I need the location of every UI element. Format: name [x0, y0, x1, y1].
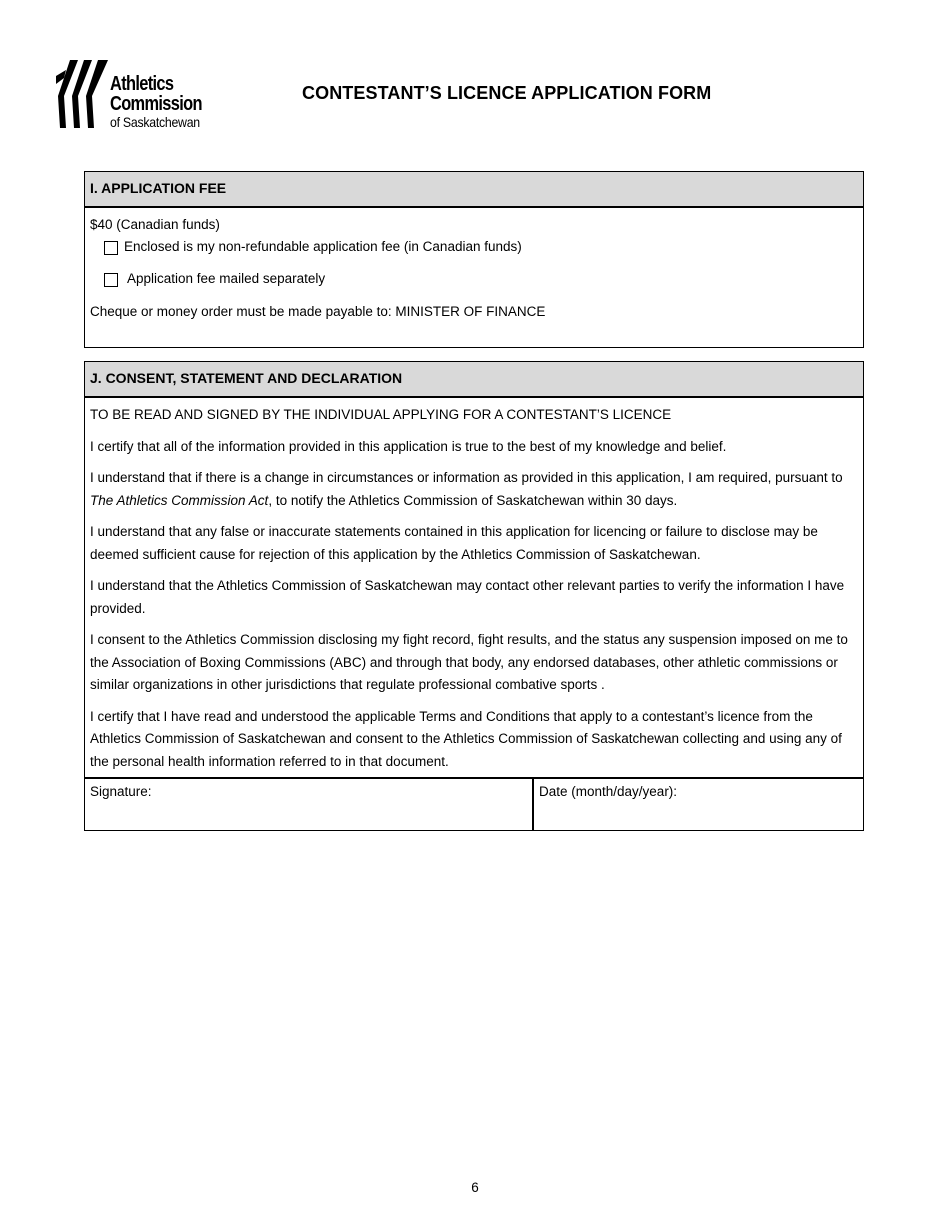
- application-fee-section: [84, 171, 864, 348]
- enclosed-fee-label: Enclosed is my non-refundable application fee (in Canadian funds): [124, 239, 522, 255]
- stripes-logo-icon: [56, 58, 110, 132]
- mailed-fee-label: Application fee mailed separately: [127, 271, 326, 287]
- date-field[interactable]: [534, 779, 863, 830]
- page-title: CONTESTANT’S LICENCE APPLICATION FORM: [302, 83, 712, 103]
- consent-paragraph-1: I certify that all of the information provided in this application is true to the best of my knowledge and belief.: [90, 438, 727, 454]
- logo-text-line3: of Saskatchewan: [110, 114, 200, 130]
- mailed-fee-option[interactable]: [104, 269, 858, 291]
- cheque-note: Cheque or money order must be made payable to: MINISTER OF FINANCE: [90, 303, 546, 319]
- commission-logo: [56, 58, 231, 132]
- consent-paragraph-4: I understand that the Athletics Commission of Saskatchewan may contact other relevant parties to verify the information I have provided.: [90, 578, 845, 616]
- application-fee-header: I. APPLICATION FEE: [85, 172, 863, 208]
- consent-section: [84, 361, 864, 831]
- signature-field[interactable]: [85, 779, 534, 830]
- fee-amount: $40 (Canadian funds): [90, 217, 220, 232]
- consent-header: J. CONSENT, STATEMENT AND DECLARATION: [85, 362, 863, 398]
- consent-intro: TO BE READ AND SIGNED BY THE INDIVIDUAL APPLYING FOR A CONTESTANT’S LICENCE: [90, 407, 672, 422]
- logo-text-line1: Athletics: [110, 73, 174, 95]
- signature-label: Signature:: [90, 784, 152, 799]
- date-label: Date (month/day/year):: [539, 784, 678, 799]
- mailed-fee-checkbox[interactable]: [104, 273, 118, 287]
- logo-text-line2: Commission: [110, 93, 202, 115]
- enclosed-fee-checkbox[interactable]: [104, 241, 118, 255]
- consent-paragraph-5: I consent to the Athletics Commission disclosing my fight record, fight results, and the status any suspension imposed on me to the Association of Boxing Commissions (ABC) and through that body, any endorsed databases, other athletic commissions or similar organizations in other jurisdictions that regulate professional combative sports .: [90, 632, 848, 692]
- page-number: 6: [471, 1180, 479, 1195]
- consent-paragraph-2: I understand that if there is a change in circumstances or information as provided in this application, I am required, pursuant to The Athletics Commission Act, to notify the Athletics Commission of Saskatchewan within 30 days.: [90, 470, 843, 508]
- enclosed-fee-option[interactable]: [104, 237, 858, 259]
- act-name: The Athletics Commission Act: [90, 492, 269, 508]
- consent-paragraph-6: I certify that I have read and understood the applicable Terms and Conditions that apply to a contestant’s licence from the Athletics Commission of Saskatchewan and consent to the Athletics Commission of Saskatchewan collecting and using any of the personal health information referred to in that document.: [90, 708, 842, 769]
- consent-paragraph-3: I understand that any false or inaccurate statements contained in this application for licencing or failure to disclose may be deemed sufficient cause for rejection of this application by the Athletics Commission of Saskatchewan.: [90, 524, 818, 562]
